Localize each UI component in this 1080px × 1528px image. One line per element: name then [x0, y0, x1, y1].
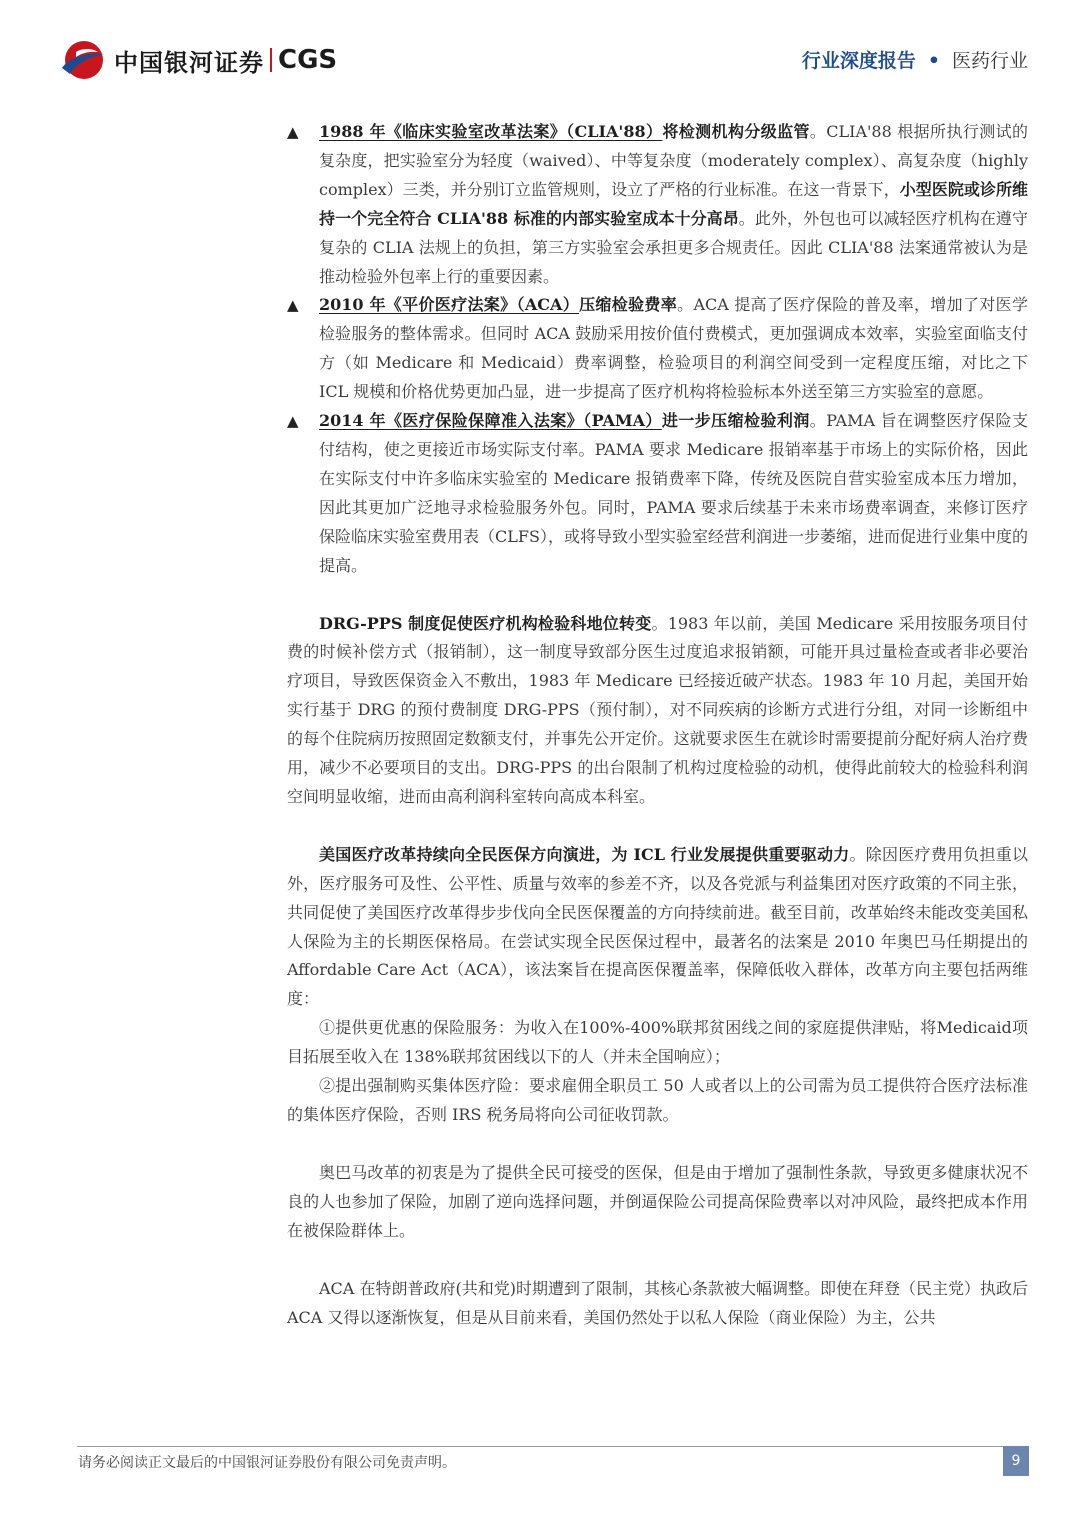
- paragraph-heading: DRG-PPS 制度促使医疗机构检验科地位转变: [319, 613, 652, 633]
- cgs-logo: [60, 38, 337, 82]
- page-number: 9: [1003, 1446, 1029, 1476]
- bullet-emphasis: 小型医院或诊所维持一个完全符合 CLIA'88 标准的内部实验室成本十分高昂: [319, 179, 1028, 228]
- paragraph-text: 。除因医疗费用负担重以外，医疗服务可及性、公平性、质量与效率的参差不齐，以及各党派与利益集团对医疗政策的不同主张，共同促使了美国医疗改革得步步伐向全民医保覆盖的方向持续前进。截至目前，改革始终未能改变美国私人保险为主的长期医保格局。在尝试实现全民医保过程中，最著名的法案是 2010 年奥巴马任期提出的 Affordable Care Act（ACA），该法案旨在提高医保覆盖率，保障低收入群体，改革方向主要包括两维度：: [287, 844, 1028, 1009]
- paragraph-text: 。1983 年以前，美国 Medicare 采用按服务项目付费的时候补偿方式（报销制），这一制度导致部分医生过度追求报销额，可能开具过量检查或者非必要治疗项目，导致医保资金入不敷出，1983 年 Medicare 已经接近破产状态。1983 年 10 月起，美国开始实行基于 DRG 的预付费制度 DRG-PPS（预付制），对不同疾病的诊断方式进行分组，对同一诊断组中的每个住院病历按照固定数额支付，并事先公开定价。这就要求医生在就诊时需要提前分配好病人治疗费用，减少不必要项目的支出。DRG-PPS 的出台限制了机构过度检验的动机，使得此前较大的检验科利润空间明显收缩，进而由高利润科室转向高成本科室。: [287, 613, 1028, 806]
- galaxy-logo-icon: [60, 38, 106, 82]
- bullet-pama: [253, 407, 1028, 580]
- bullet-heading: 1988 年《临床实验室改革法案》（CLIA'88）: [319, 122, 663, 141]
- triangle-bullet-icon: ▲: [287, 412, 299, 431]
- bullet-text: 。ACA 提高了医疗保险的普及率，增加了对医学检验服务的整体需求。但同时 ACA 鼓励采用按价值付费模式，更加强调成本效率，实验室面临支付方（如 Medicare 和 Medicaid）费率调整，检验项目的利润空间受到一定程度压缩，对比之下 ICL 规模和价格优势更加凸显，进一步提高了医疗机构将检验标本外送至第三方实验室的意愿。: [319, 295, 1028, 402]
- paragraph-aca-trump: ACA 在特朗普政府(共和党)时期遭到了限制，其核心条款被大幅调整。即使在拜登（民主党）执政后 ACA 又得以逐渐恢复，但是从目前来看，美国仍然处于以私人保险（商业保险）为主，公共: [287, 1278, 1028, 1327]
- triangle-bullet-icon: ▲: [287, 123, 299, 141]
- paragraph-obama-reform: 奥巴马改革的初衷是为了提供全民可接受的医保，但是由于增加了强制性条款，导致更多健康状况不良的人也参加了保险，加剧了逆向选择问题，并倒逼保险公司提高保险费率以对冲风险，最终把成本作用在被保险群体上。: [287, 1162, 1028, 1240]
- logo-english-name: CGS: [278, 45, 338, 75]
- article-body: [287, 118, 1028, 1332]
- logo-chinese-name: 中国银河证券: [114, 48, 264, 77]
- report-type: 行业深度报告: [801, 50, 916, 72]
- reform-item-1: ①提供更优惠的保险服务：为收入在100%-400%联邦贫困线之间的家庭提供津贴，将Medicaid项目拓展至收入在 138%联邦贫困线以下的人（并未全国响应）；: [287, 1018, 1028, 1067]
- bullet-heading: 2010 年《平价医疗法案》（ACA）: [319, 295, 580, 315]
- bullet-clia88: [253, 118, 1028, 291]
- paragraph-healthcare-reform: [287, 841, 1028, 1014]
- paragraph-heading: 美国医疗改革持续向全民医保方向演进，为 ICL 行业发展提供重要驱动力: [319, 844, 850, 864]
- bullet-heading: 2014 年《医疗保险保障准入法案》（PAMA）: [319, 411, 662, 431]
- bullet-text: 。此外，外包也可以减轻医疗机构在遵守复杂的 CLIA 法规上的负担，第三方实验室会承担更多合规责任。因此 CLIA'88 法案通常被认为是推动检验外包率上行的重要因素。: [319, 208, 1028, 286]
- bullet-text: 。CLIA'88 根据所执行测试的复杂度，把实验室分为轻度（waived）、中等复杂度（moderately complex）、高复杂度（highly complex）三类，并分别订立监管规则，设立了严格的行业标准。在这一背景下，: [319, 122, 1028, 199]
- bullet-heading-tail: 将检测机构分级监管: [662, 122, 810, 141]
- footer-divider: [77, 1446, 1007, 1447]
- reform-item-2: ②提出强制购买集体医疗险：要求雇佣全职员工 50 人或者以上的公司需为员工提供符合医疗法标准的集体医疗保险，否则 IRS 税务局将向公司征收罚款。: [287, 1076, 1028, 1124]
- triangle-bullet-icon: ▲: [287, 296, 299, 315]
- bullet-heading-tail: 进一步压缩检验利润: [661, 411, 810, 431]
- logo-divider: [270, 48, 272, 72]
- header-separator: •: [927, 50, 940, 72]
- paragraph-drg-pps: [287, 610, 1028, 812]
- industry-label: 医药行业: [951, 50, 1028, 72]
- bullet-text: 。PAMA 旨在调整医疗保险支付结构，使之更接近市场实际支付率。PAMA 要求 Medicare 报销率基于市场上的实际价格，因此在实际支付中许多临床实验室的 Medicare 报销费率下降，传统及医院自营实验室成本压力增加，因此其更加广泛地寻求检验服务外包。同时，PAMA 要求后续基于未来市场费率调查，来修订医疗保险临床实验室费用表（CLFS），或将导致小型实验室经营利润进一步萎缩，进而促进行业集中度的提高。: [319, 411, 1028, 575]
- bullet-heading-tail: 压缩检验费率: [579, 295, 678, 315]
- bullet-aca: [253, 291, 1028, 407]
- page-header: [0, 0, 1080, 95]
- report-category: [802, 46, 1028, 73]
- footer-disclaimer: 请务必阅读正文最后的中国银河证券股份有限公司免责声明。: [78, 1455, 456, 1471]
